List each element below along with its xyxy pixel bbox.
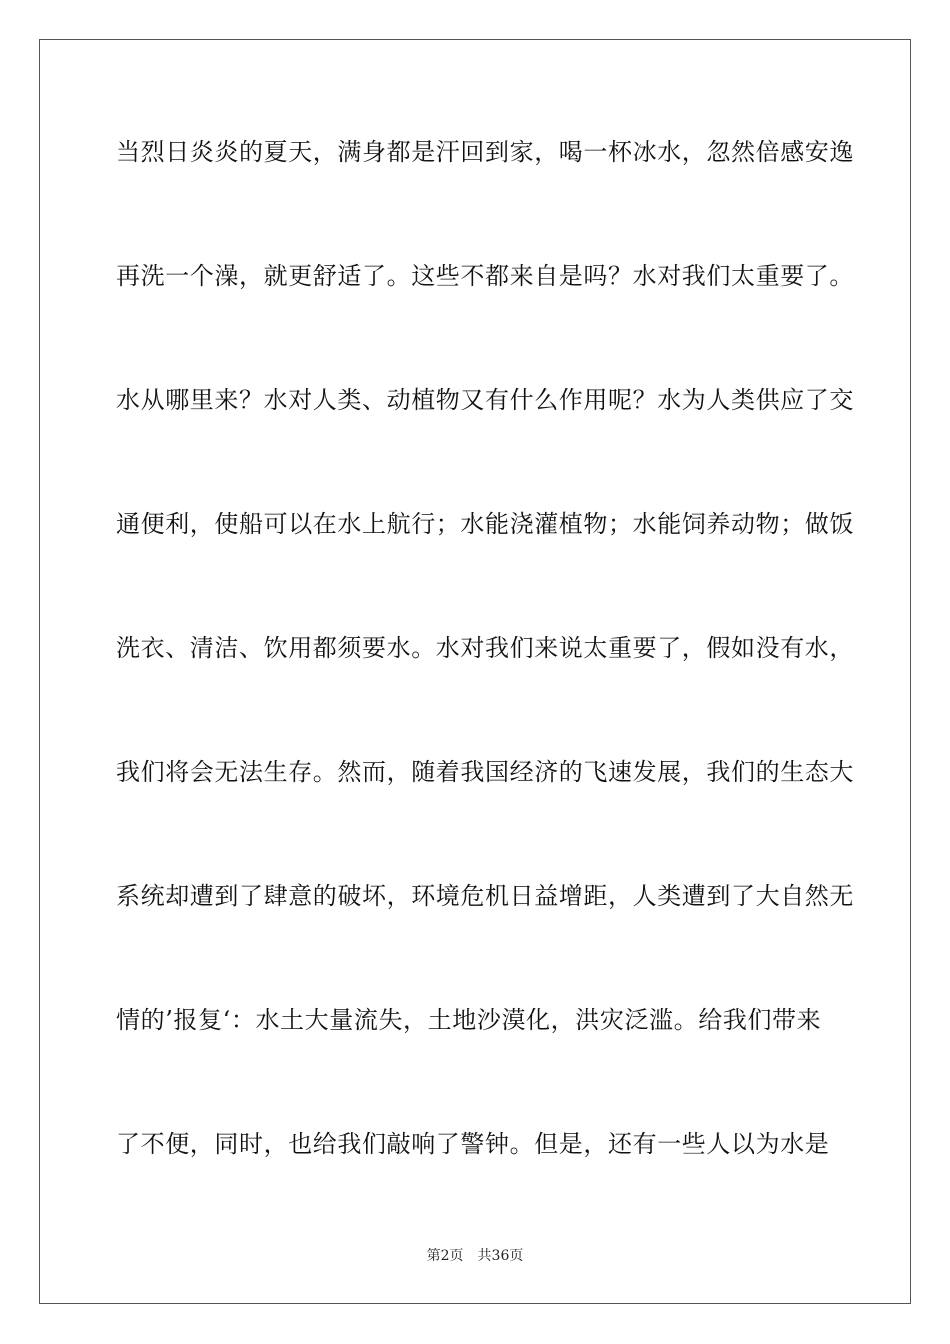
document-body	[116, 124, 854, 1240]
page-footer	[0, 1246, 950, 1266]
text-line: 当烈日炎炎的夏天，满身都是汗回到家，喝一杯冰水，忽然倍感安逸	[116, 138, 854, 166]
text-line: 水从哪里来？水对人类、动植物又有什么作用呢？水为人类供应了交	[116, 386, 854, 414]
text-line: 洗衣、清洁、饮用都须要水。水对我们来说太重要了，假如没有水，	[116, 634, 854, 662]
text-line: 系统却遭到了肆意的破坏，环境危机日益增距，人类遭到了大自然无	[116, 882, 854, 910]
text-line: 情的’报复‘：水土大量流失，土地沙漠化，洪灾泛滥。给我们带来	[116, 1006, 822, 1034]
text-line: 我们将会无法生存。然而，随着我国经济的飞速发展，我们的生态大	[116, 758, 854, 786]
page-total: 共36页	[477, 1248, 524, 1264]
text-line: 再洗一个澡，就更舒适了。这些不都来自是吗？水对我们太重要了。	[116, 262, 854, 290]
text-line: 了不便，同时，也给我们敲响了警钟。但是，还有一些人以为水是	[116, 1130, 830, 1158]
text-line: 通便利，使船可以在水上航行；水能浇灌植物；水能饲养动物；做饭	[116, 510, 854, 538]
page-number: 第2页	[426, 1248, 464, 1264]
